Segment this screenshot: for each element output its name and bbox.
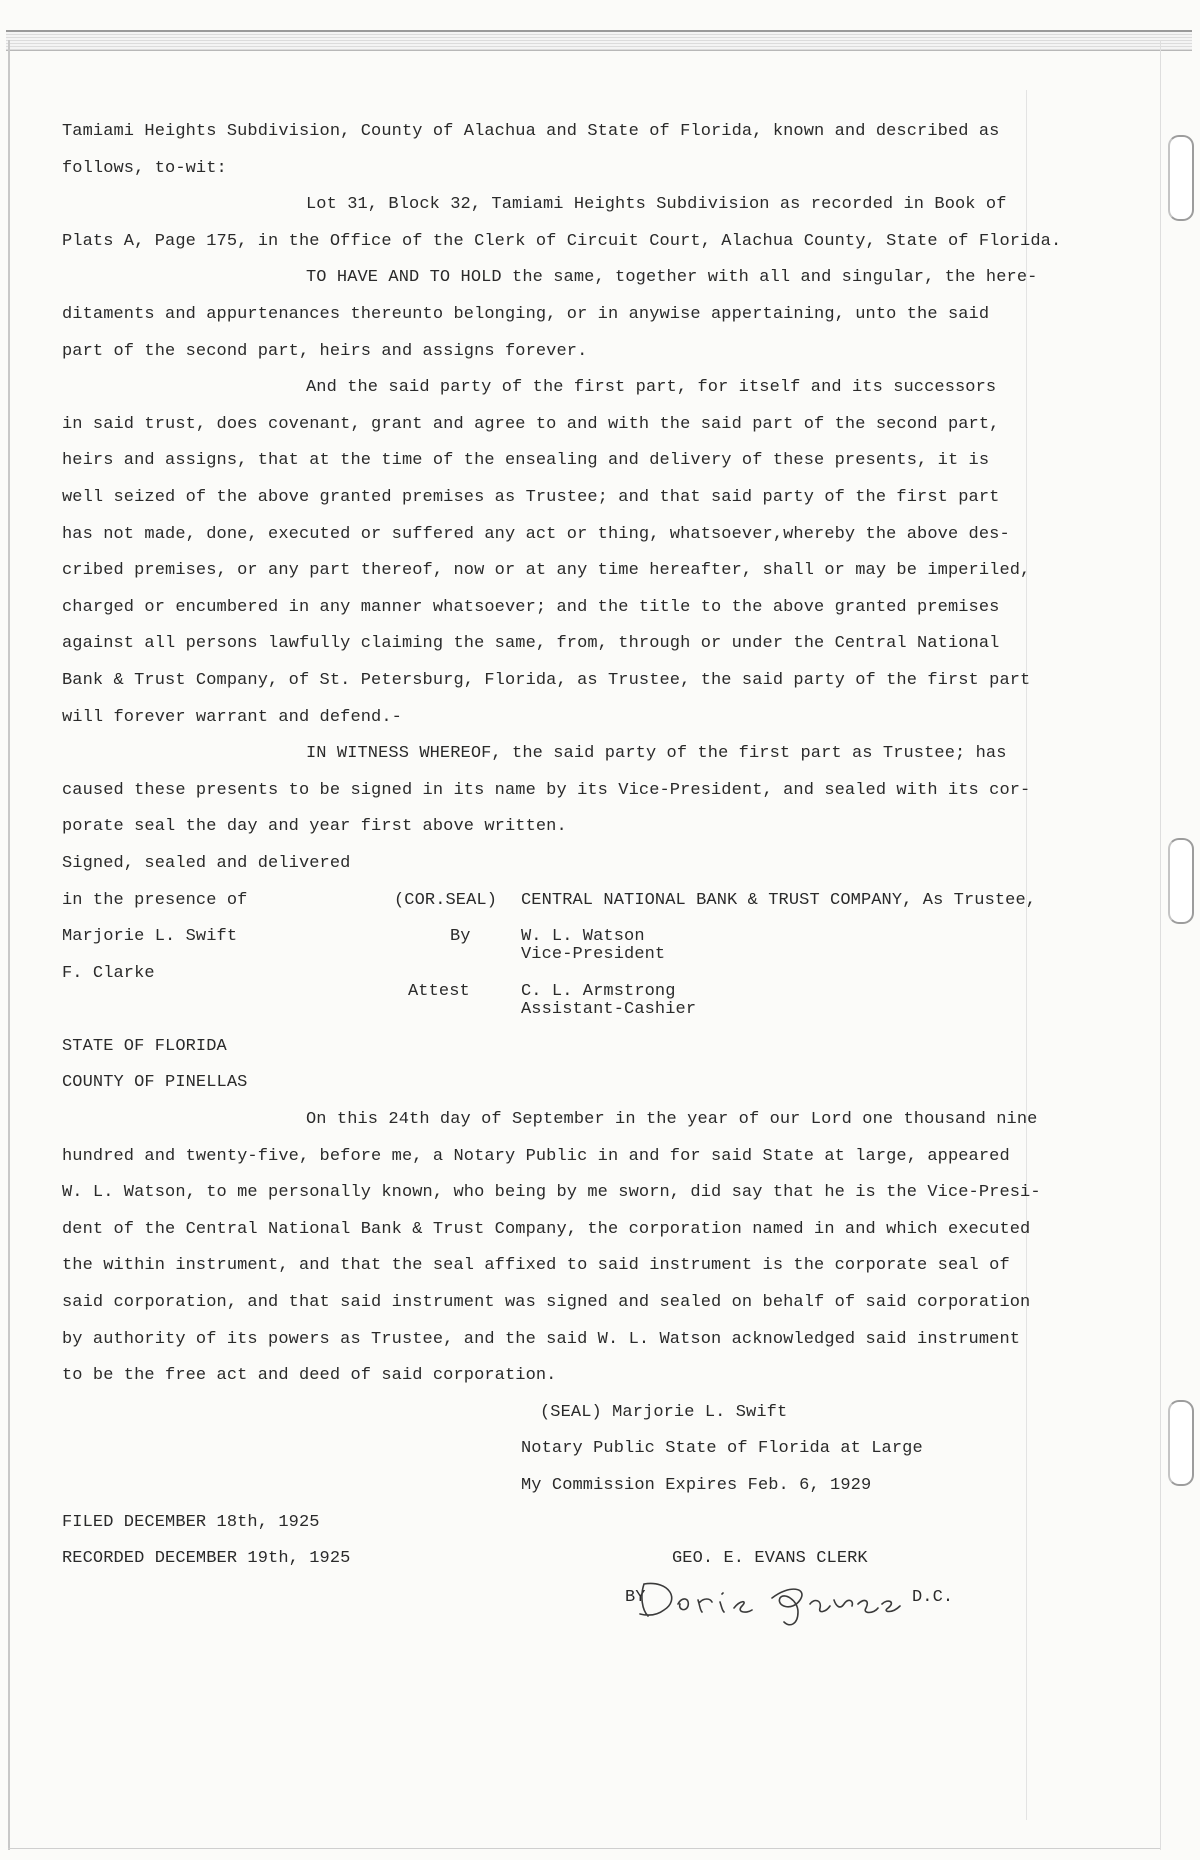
scan-top-border — [6, 30, 1192, 51]
ack-line: said corporation, and that said instrument was signed and sealed on behalf of said corporation — [62, 1293, 1031, 1312]
deed-line: caused these presents to be signed in its name by its Vice-President, and sealed with its cor- — [62, 781, 1031, 800]
signer-name: W. L. Watson — [521, 927, 645, 946]
deed-line: charged or encumbered in any manner whatsoever; and the title to the above granted premises — [62, 598, 1000, 617]
recorded-date: RECORDED DECEMBER 19th, 1925 — [62, 1549, 351, 1568]
binder-hole-middle — [1168, 838, 1194, 924]
ack-line: hundred and twenty-five, before me, a Notary Public in and for said State at large, appeared — [62, 1147, 1010, 1166]
deed-line: Tamiami Heights Subdivision, County of Alachua and State of Florida, known and described as — [62, 122, 1000, 141]
page-bottom-edge — [8, 1848, 1160, 1849]
right-margin-line — [1026, 90, 1027, 1820]
ack-county: COUNTY OF PINELLAS — [62, 1073, 248, 1092]
company-name: CENTRAL NATIONAL BANK & TRUST COMPANY, As Trustee, — [521, 891, 1037, 910]
presence-line: in the presence of — [62, 891, 248, 910]
ack-state: STATE OF FLORIDA — [62, 1037, 227, 1056]
clerk-name: GEO. E. EVANS CLERK — [672, 1549, 868, 1568]
page-right-edge — [1160, 40, 1161, 1850]
deed-line: IN WITNESS WHEREOF, the said party of the first part as Trustee; has — [306, 744, 1007, 763]
witness-2: F. Clarke — [62, 964, 155, 983]
deed-line: against all persons lawfully claiming the same, from, through or under the Central National — [62, 634, 1000, 653]
deed-line: cribed premises, or any part thereof, now or at any time hereafter, shall or may be imperiled, — [62, 561, 1031, 580]
deed-line: has not made, done, executed or suffered any act or thing, whatsoever,whereby the above des- — [62, 525, 1010, 544]
deed-line: Lot 31, Block 32, Tamiami Heights Subdivision as recorded in Book of — [306, 195, 1007, 214]
ack-line: dent of the Central National Bank & Trust Company, the corporation named in and which executed — [62, 1220, 1031, 1239]
signer-title: Vice-President — [521, 945, 666, 964]
ack-line: the within instrument, and that the seal affixed to said instrument is the corporate seal of — [62, 1256, 1010, 1275]
deed-line: in said trust, does covenant, grant and agree to and with the said part of the second part, — [62, 415, 1000, 434]
deed-line: porate seal the day and year first above written. — [62, 817, 567, 836]
notary-seal-line: (SEAL) Marjorie L. Swift — [540, 1403, 788, 1422]
clerk-by-label: BY — [625, 1588, 646, 1607]
deed-line: heirs and assigns, that at the time of the ensealing and delivery of these presents, it is — [62, 451, 990, 470]
filed-date: FILED DECEMBER 18th, 1925 — [62, 1513, 320, 1532]
notary-commission: My Commission Expires Feb. 6, 1929 — [521, 1476, 872, 1495]
deed-line: And the said party of the first part, for itself and its successors — [306, 378, 997, 397]
deputy-signature — [630, 1570, 902, 1626]
attest-title: Assistant-Cashier — [521, 1000, 697, 1019]
deed-line: TO HAVE AND TO HOLD the same, together with all and singular, the here- — [306, 268, 1038, 287]
attest-name: C. L. Armstrong — [521, 982, 676, 1001]
deed-line: Bank & Trust Company, of St. Petersburg, Florida, as Trustee, the said party of the first part — [62, 671, 1031, 690]
ack-line: W. L. Watson, to me personally known, who being by me sworn, did say that he is the Vice-Presi- — [62, 1183, 1041, 1202]
ack-line: On this 24th day of September in the year of our Lord one thousand nine — [306, 1110, 1038, 1129]
ack-line: to be the free act and deed of said corporation. — [62, 1366, 557, 1385]
dc-label: D.C. — [912, 1588, 954, 1607]
notary-title: Notary Public State of Florida at Large — [521, 1439, 923, 1458]
deed-line: well seized of the above granted premises as Trustee; and that said party of the first part — [62, 488, 1000, 507]
page-left-edge — [8, 40, 10, 1850]
corporate-seal-label: (COR.SEAL) — [394, 891, 498, 910]
deed-line: part of the second part, heirs and assigns forever. — [62, 342, 588, 361]
binder-hole-top — [1168, 135, 1194, 221]
by-label: By — [450, 927, 471, 946]
deed-line: Plats A, Page 175, in the Office of the Clerk of Circuit Court, Alachua County, State of Florida. — [62, 232, 1062, 251]
deed-line: follows, to-wit: — [62, 159, 227, 178]
ack-line: by authority of its powers as Trustee, and the said W. L. Watson acknowledged said instrument — [62, 1330, 1021, 1349]
attest-label: Attest — [408, 982, 470, 1001]
deed-line: will forever warrant and defend.- — [62, 708, 402, 727]
signed-sealed-line: Signed, sealed and delivered — [62, 854, 351, 873]
binder-hole-bottom — [1168, 1400, 1194, 1486]
deed-line: ditaments and appurtenances thereunto belonging, or in anywise appertaining, unto the said — [62, 305, 990, 324]
witness-1: Marjorie L. Swift — [62, 927, 238, 946]
